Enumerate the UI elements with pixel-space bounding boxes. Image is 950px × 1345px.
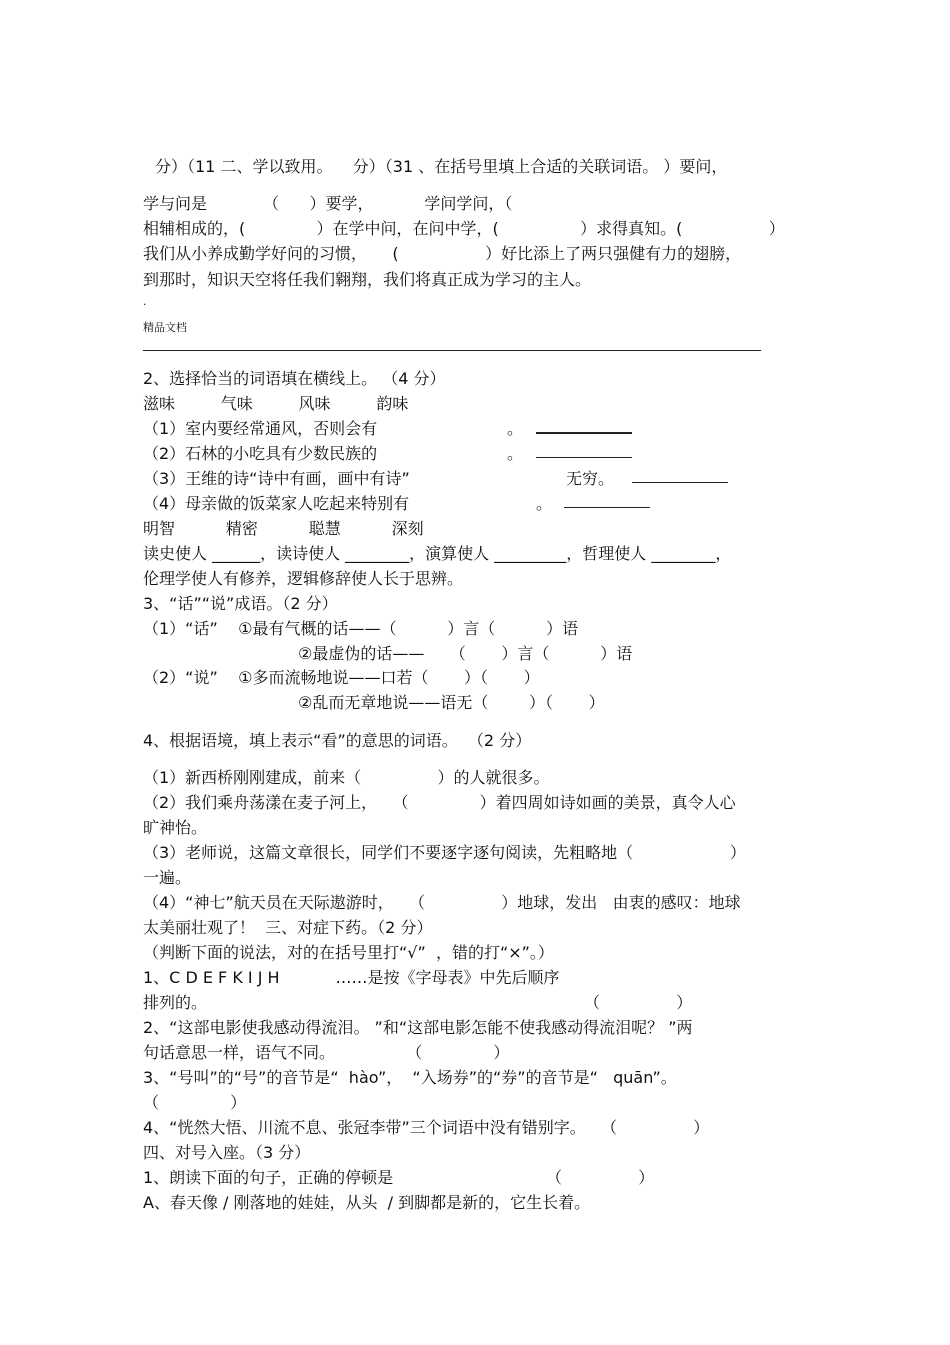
question-text: （3）老师说，这篇文章很长，同学们不要逐字逐句阅读，先粗略地（ ） [143, 843, 746, 862]
answer-brackets[interactable]: （ ） [546, 1168, 655, 1187]
question-text: （1）新西桥刚刚建成，前来（ ）的人就很多。 [143, 768, 550, 787]
question-text: （1）室内要经常通风，否则会有 [143, 419, 378, 438]
question-end: 。 [507, 419, 524, 438]
question-text: 一遍。 [143, 868, 192, 887]
answer-blank[interactable] [536, 457, 632, 458]
section-heading: 2、选择恰当的词语填在横线上。 （4 分） [143, 369, 446, 388]
answer-blank[interactable] [632, 482, 728, 483]
section-heading: 四、对号入座。（3 分） [143, 1143, 311, 1162]
watermark-label: 精品文档 [143, 321, 187, 334]
question-text: 旷神怡。 [143, 818, 208, 837]
question-end: 。 [507, 444, 524, 463]
question-text: 排列的。 [143, 993, 208, 1012]
question-end: 。 [536, 494, 553, 513]
question-text: （1）“话” ①最有气概的话——（ ）言（ ）语 [143, 619, 579, 638]
answer-blank[interactable] [564, 507, 650, 508]
question-text: 句话意思一样，语气不同。 （ ） [143, 1043, 510, 1062]
question-text: 读史使人 ______，读诗使人 ________，演算使人 _________，哲理使人 ________， [143, 544, 732, 563]
word-choices: 明智 精密 聪慧 深刻 [143, 519, 424, 538]
question-text: （2）石林的小吃具有少数民族的 [143, 444, 378, 463]
question-text: 3、“号叫”的“号”的音节是“ hào”， “入场券”的“券”的音节是“ quān”。 [143, 1068, 677, 1087]
section-heading: 4、根据语境，填上表示“看”的意思的词语。 （2 分） [143, 731, 532, 750]
text-line: 学与问是 （ ）要学， 学问学问，（ [143, 194, 513, 213]
header-divider [143, 350, 761, 351]
text-line: 到那时，知识天空将任我们翱翔，我们将真正成为学习的主人。 [143, 270, 592, 289]
question-text: （2）我们乘舟荡漾在麦子河上， （ ）着四周如诗如画的美景，真令人心 [143, 793, 736, 812]
section-heading: 3、“话”“说”成语。（2 分） [143, 594, 338, 613]
word-choices: 滋味 气味 风味 韵味 [143, 394, 409, 413]
answer-blank[interactable] [536, 432, 632, 434]
text-line: 分）（11 二、学以致用。 分）（31 、在括号里填上合适的关联词语。 ）要问， [155, 157, 728, 176]
answer-brackets[interactable]: （ ） [584, 993, 693, 1012]
question-text: 1、朗读下面的句子，正确的停顿是 [143, 1168, 394, 1187]
question-text: （4）母亲做的饭菜家人吃起来特别有 [143, 494, 410, 513]
text-line: 相辅相成的，( ）在学中问，在问中学，( ）求得真知。( ） [143, 219, 785, 238]
question-text: 太美丽壮观了！ 三、对症下药。（2 分） [143, 918, 433, 937]
question-text: ②最虚伪的话—— （ ）言（ ）语 [298, 644, 633, 663]
question-end: 无穷。 [566, 469, 615, 488]
question-text: （2）“说” ①多而流畅地说——口若（ ）（ ） [143, 668, 540, 687]
question-text: （4）“神七”航天员在天际遨游时， （ ）地球，发出 由衷的感叹：地球 [143, 893, 741, 912]
text-line: 我们从小养成勤学好问的习惯， ( ）好比添上了两只强健有力的翅膀， [143, 244, 742, 263]
question-text: （3）王维的诗“诗中有画，画中有诗” [143, 469, 410, 488]
question-text: 4、“恍然大悟、川流不息、张冠李带”三个词语中没有错别字。 （ ） [143, 1118, 710, 1137]
watermark-dot: . [143, 295, 147, 308]
question-text: 2、“这部电影使我感动得流泪。 ”和“这部电影怎能不使我感动得流泪呢？ ”两 [143, 1018, 693, 1037]
question-text: 伦理学使人有修养，逻辑修辞使人长于思辨。 [143, 569, 464, 588]
option-a: A、春天像 / 刚落地的娃娃，从头 / 到脚都是新的，它生长着。 [143, 1193, 591, 1212]
question-text: ②乱而无章地说——语无（ ）（ ） [298, 693, 605, 712]
instruction-text: （判断下面的说法，对的在括号里打“√” ，错的打“×”。） [143, 943, 554, 962]
answer-brackets[interactable]: （ ） [143, 1093, 247, 1112]
question-text: 1、C D E F K I J H ……是按《字母表》中先后顺序 [143, 968, 560, 987]
